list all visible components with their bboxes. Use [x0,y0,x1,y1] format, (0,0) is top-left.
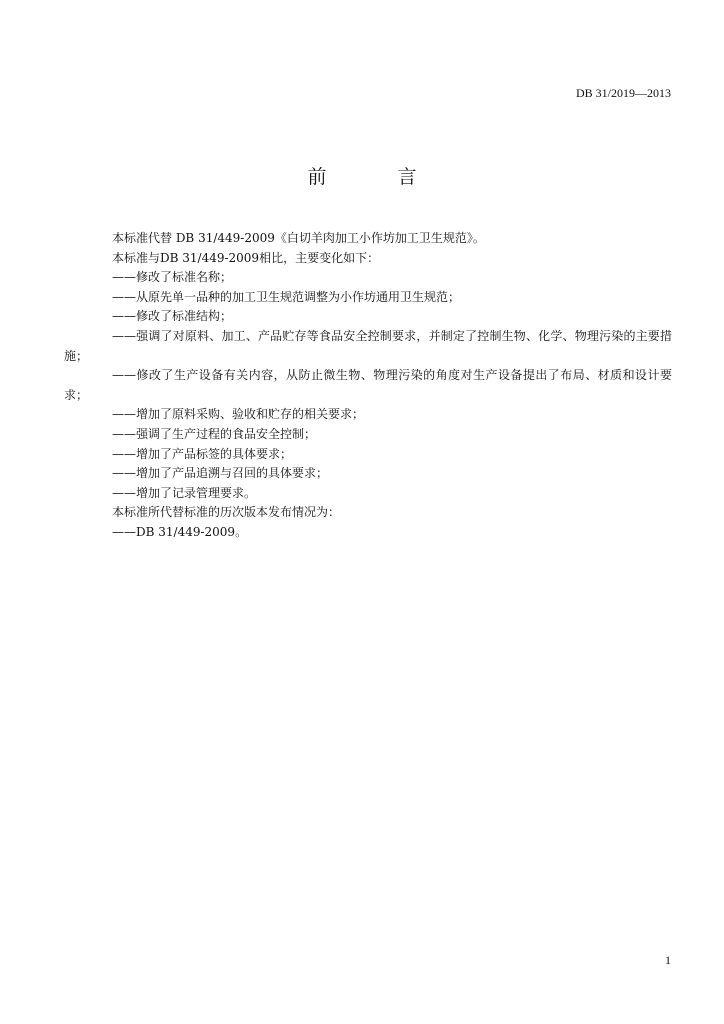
page-title: 前 言 [307,166,443,188]
foreword-body [64,229,672,543]
list-item: ——增加了记录管理要求。 [112,485,257,500]
list-item: ——修改了生产设备有关内容，从防止微生物、物理污染的角度对生产设备提出了布局、材质和设计要求； [64,368,672,402]
list-item: ——增加了原料采购、验收和贮存的相关要求； [112,407,365,422]
page-number: 1 [665,953,671,967]
paragraph-history-intro: 本标准所代替标准的历次版本发布情况为： [112,505,341,520]
list-item: ——修改了标准名称； [112,270,233,285]
list-item: ——增加了产品追溯与召回的具体要求； [112,466,329,481]
standard-code: DB 31/2019—2013 [575,86,671,100]
paragraph-changes-intro: 本标准与DB 31/449-2009相比，主要变化如下： [112,250,380,265]
list-item: ——从原先单一品种的加工卫生规范调整为小作坊通用卫生规范； [112,289,461,304]
list-item: ——修改了标准结构； [112,309,233,324]
list-item: ——强调了生产过程的食品安全控制； [112,426,317,441]
list-item: ——增加了产品标签的具体要求； [112,446,293,461]
list-item: ——DB 31/449-2009。 [112,524,248,539]
paragraph-replaces: 本标准代替 DB 31/449-2009《白切羊肉加工小作坊加工卫生规范》。 [112,231,485,245]
list-item: ——强调了对原料、加工、产品贮存等食品安全控制要求，并制定了控制生物、化学、物理污染的主要措施； [64,328,672,363]
